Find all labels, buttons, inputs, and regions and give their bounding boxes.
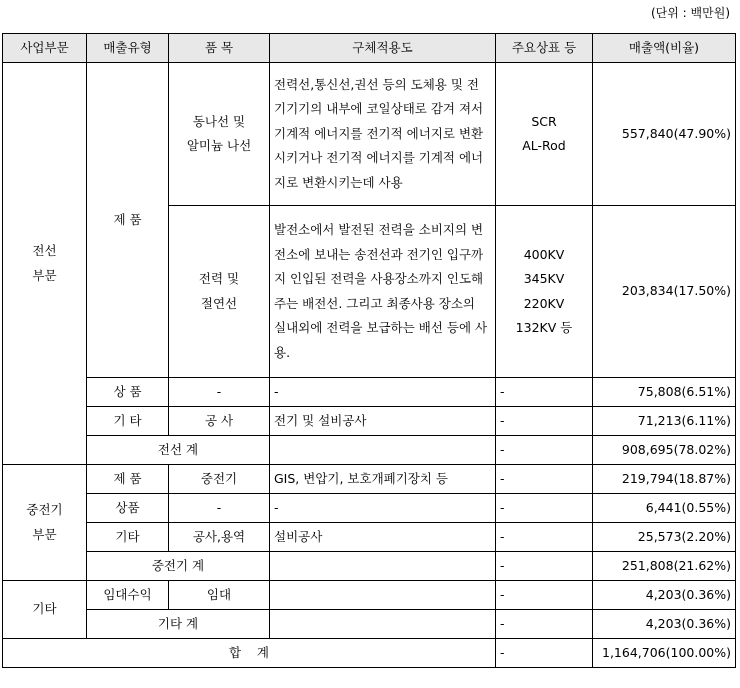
brand-cell: - (496, 523, 593, 552)
header-item: 품 목 (169, 34, 270, 63)
use-cell: GIS, 변압기, 보호개폐기장치 등 (270, 465, 496, 494)
sales-cell: 557,840(47.90%) (593, 63, 736, 206)
sales-type-cell: 기타 (87, 523, 169, 552)
division-cell: 중전기 부문 (3, 465, 87, 581)
header-use: 구체적용도 (270, 34, 496, 63)
table-row (3, 63, 736, 206)
use-cell: 전기 및 설비공사 (270, 407, 496, 436)
sales-type-cell: 제 품 (87, 465, 169, 494)
sales-cell: 251,808(21.62%) (593, 552, 736, 581)
header-brand: 주요상표 등 (496, 34, 593, 63)
sales-cell: 6,441(0.55%) (593, 494, 736, 523)
table-row (3, 465, 736, 494)
table-row (3, 523, 736, 552)
total-label: 합 계 (3, 639, 496, 668)
use-cell: 전력선,통신선,권선 등의 도체용 및 전기기기의 내부에 코일상태로 감겨 져서 기계적 에너지를 전기적 에너지로 변환시키거나 전기적 에너지를 기계적 에너지로 변환시키는데 사용 (270, 63, 496, 206)
sales-cell: 75,808(6.51%) (593, 378, 736, 407)
sales-type-cell: 임대수익 (87, 581, 169, 610)
item-cell: 중전기 (169, 465, 270, 494)
item-cell: 임대 (169, 581, 270, 610)
brand-cell: - (496, 581, 593, 610)
brand-cell: SCR AL-Rod (496, 63, 593, 206)
sales-cell: 203,834(17.50%) (593, 206, 736, 378)
use-cell (270, 581, 496, 610)
subtotal-row (3, 610, 736, 639)
division-cell: 기타 (3, 581, 87, 639)
use-cell (270, 610, 496, 639)
total-row (3, 639, 736, 668)
sales-cell: 4,203(0.36%) (593, 610, 736, 639)
use-cell: - (270, 378, 496, 407)
division-cell: 전선 부문 (3, 63, 87, 465)
use-cell: - (270, 494, 496, 523)
sales-type-cell: 기 타 (87, 407, 169, 436)
sales-type-cell: 상품 (87, 494, 169, 523)
item-cell: 동나선 및 알미늄 나선 (169, 63, 270, 206)
brand-cell: - (496, 436, 593, 465)
brand-cell: - (496, 407, 593, 436)
header-row (3, 34, 736, 63)
subtotal-label: 기타 계 (87, 610, 270, 639)
sales-cell: 25,573(2.20%) (593, 523, 736, 552)
brand-cell: - (496, 465, 593, 494)
sales-cell: 1,164,706(100.00%) (593, 639, 736, 668)
sales-type-cell: 상 품 (87, 378, 169, 407)
sales-cell: 219,794(18.87%) (593, 465, 736, 494)
subtotal-row (3, 436, 736, 465)
use-cell (270, 552, 496, 581)
subtotal-row (3, 552, 736, 581)
use-cell (270, 436, 496, 465)
brand-cell: 400KV 345KV 220KV 132KV 등 (496, 206, 593, 378)
unit-label: (단위 : 백만원) (651, 6, 730, 20)
item-cell: 전력 및 절연선 (169, 206, 270, 378)
sales-cell: 4,203(0.36%) (593, 581, 736, 610)
header-division: 사업부문 (3, 34, 87, 63)
brand-cell: - (496, 378, 593, 407)
header-sales-type: 매출유형 (87, 34, 169, 63)
sales-cell: 908,695(78.02%) (593, 436, 736, 465)
brand-cell: - (496, 639, 593, 668)
table-row (3, 378, 736, 407)
brand-cell: - (496, 552, 593, 581)
table-row (3, 494, 736, 523)
item-cell: - (169, 494, 270, 523)
sales-cell: 71,213(6.11%) (593, 407, 736, 436)
subtotal-label: 전선 계 (87, 436, 270, 465)
brand-cell: - (496, 494, 593, 523)
sales-type-cell: 제 품 (87, 63, 169, 378)
item-cell: 공 사 (169, 407, 270, 436)
table-row (3, 581, 736, 610)
brand-cell: - (496, 610, 593, 639)
sales-table (2, 33, 736, 668)
table-row (3, 407, 736, 436)
subtotal-label: 중전기 계 (87, 552, 270, 581)
use-cell: 발전소에서 발전된 전력을 소비지의 변전소에 보내는 송전선과 전기인 입구까지 인입된 전력을 사용장소까지 인도해주는 배전선. 그리고 최종사용 장소의 실내외에 전력을 보급하는 배선 등에 사용. (270, 206, 496, 378)
item-cell: 공사,용역 (169, 523, 270, 552)
item-cell: - (169, 378, 270, 407)
header-sales: 매출액(비율) (593, 34, 736, 63)
use-cell: 설비공사 (270, 523, 496, 552)
